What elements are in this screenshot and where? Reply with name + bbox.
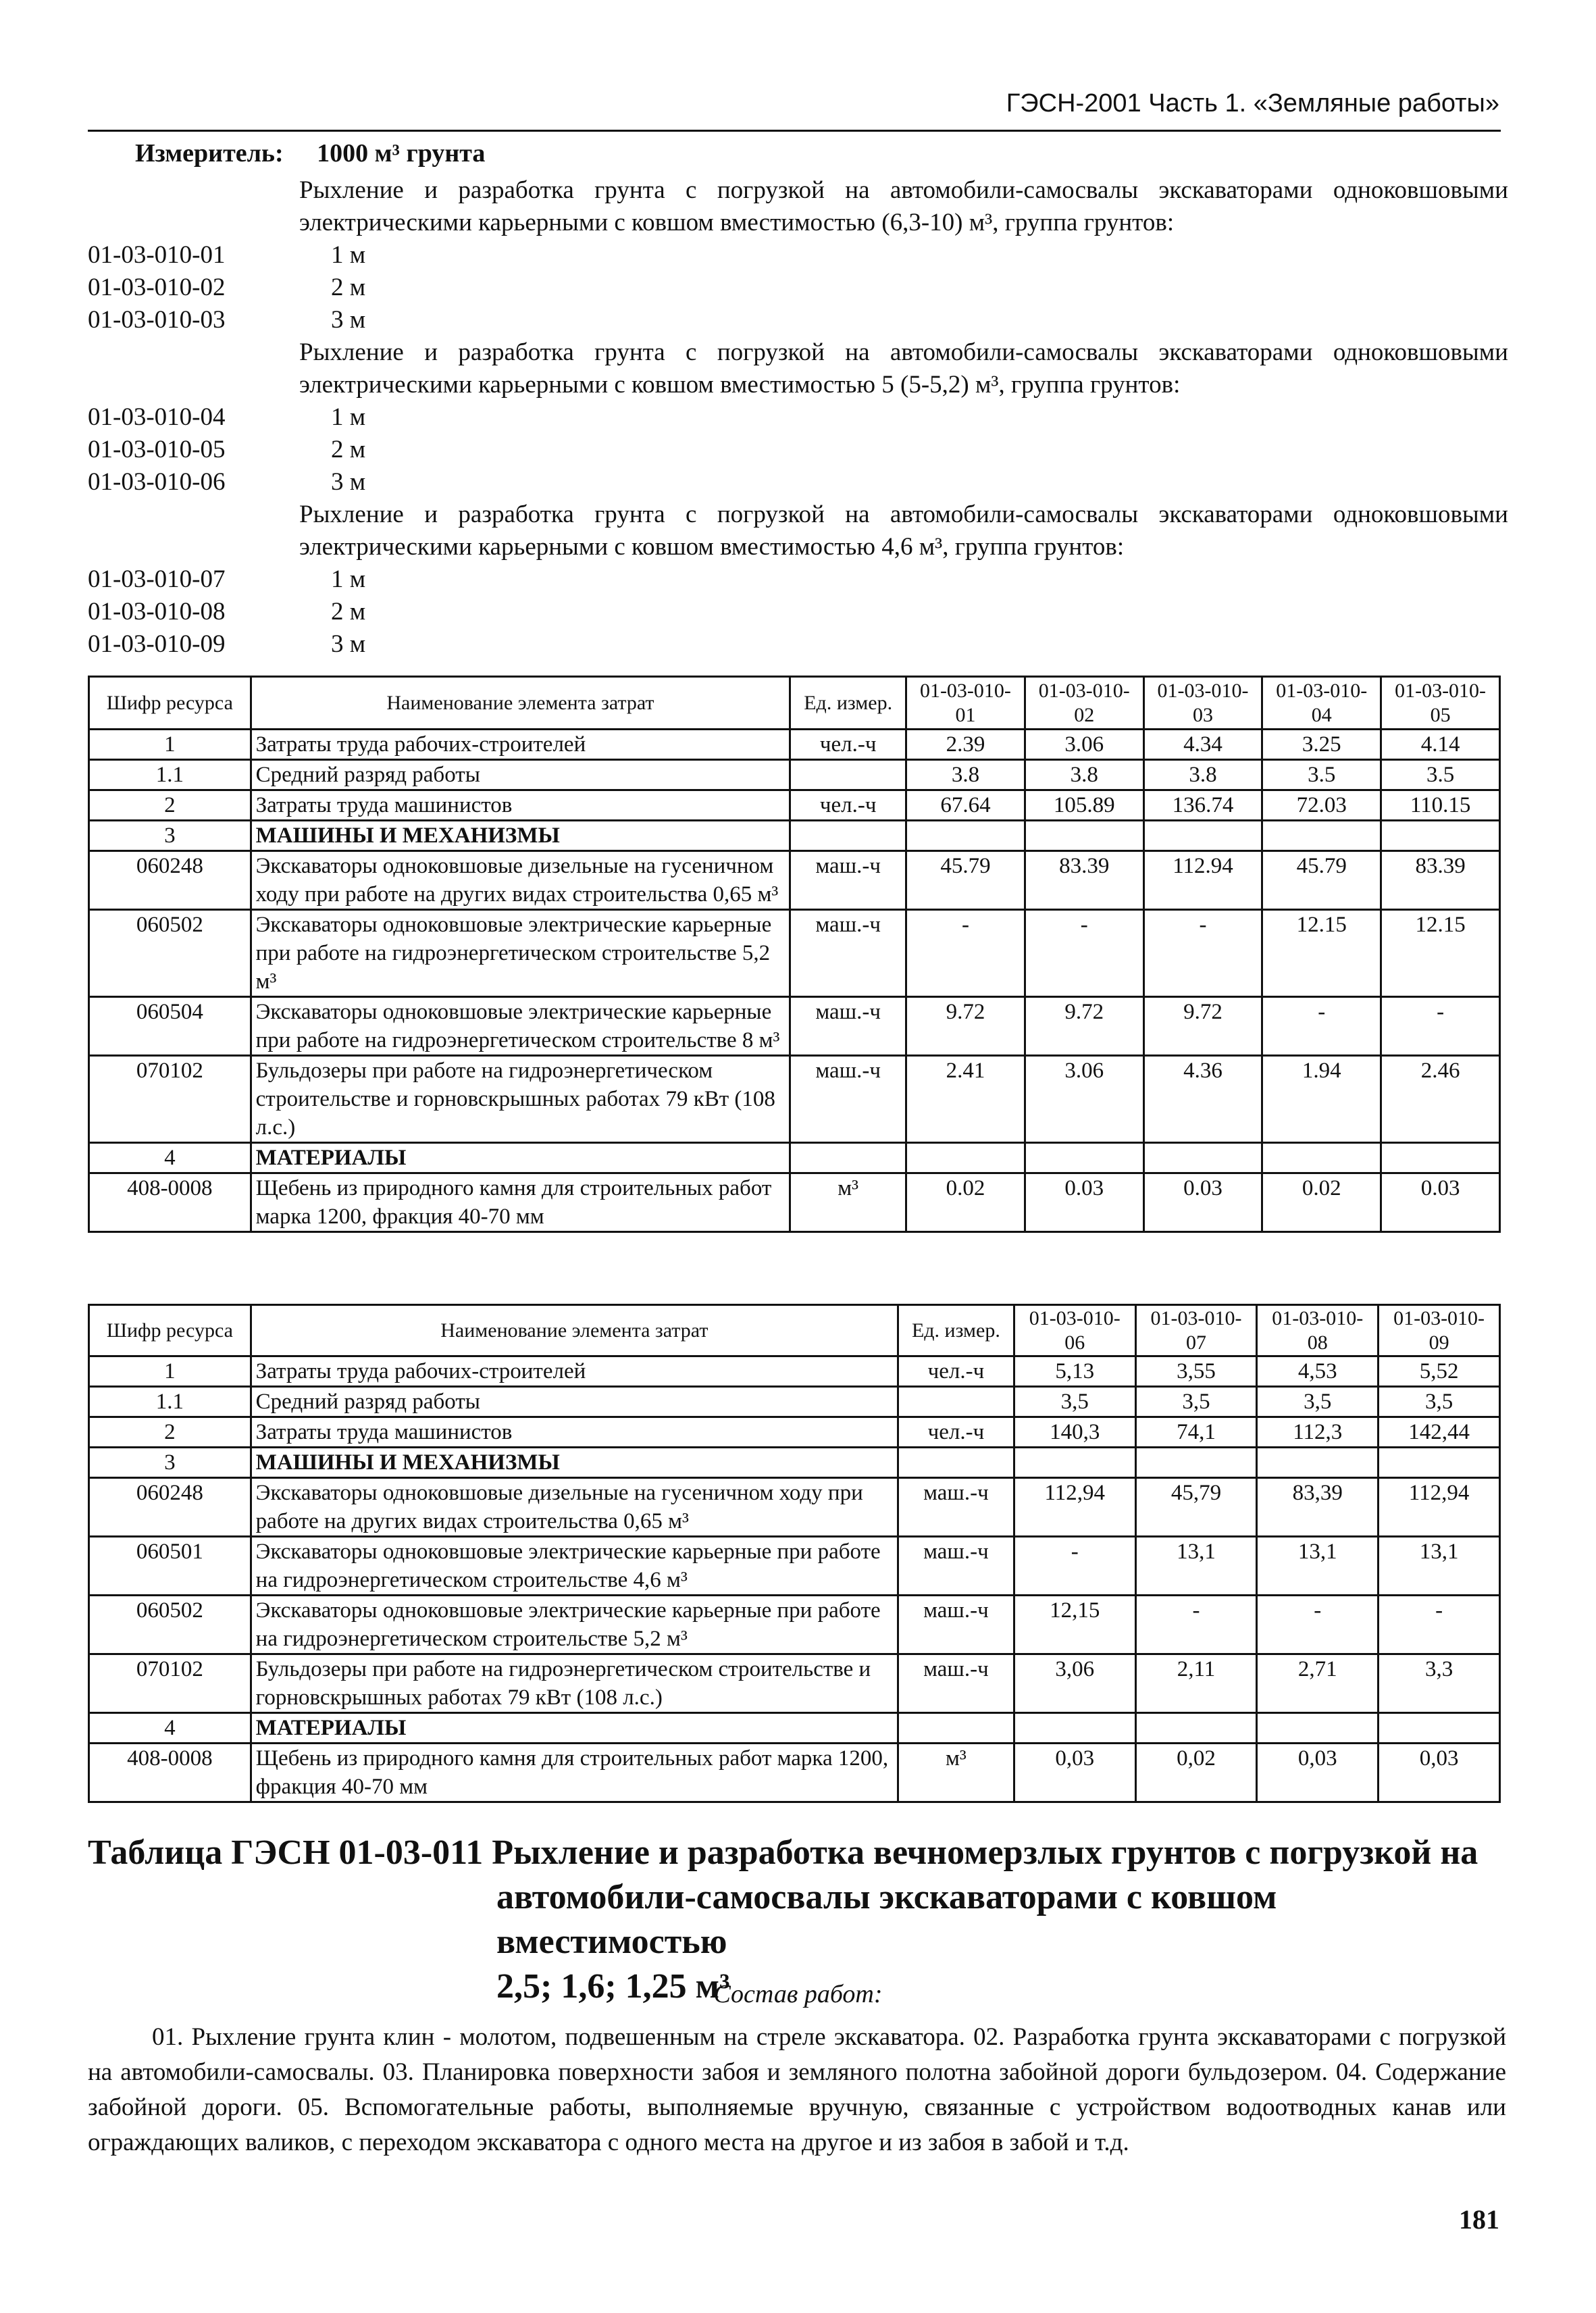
cell-name: Бульдозеры при работе на гидроэнергетическом строительстве и горновскрышных работах 79 кВт (108 л.с.) (251, 1056, 790, 1143)
cell-value: - (1379, 1596, 1500, 1654)
header-cell: Ед. измер. (898, 1305, 1014, 1356)
cell-value: 83.39 (1381, 851, 1500, 910)
cell-unit: маш.-ч (898, 1478, 1014, 1537)
group-description: Рыхление и разработка грунта с погрузкой на автомобили-самосвалы экскаваторами одноковшовыми электрическими карьерными с ковшом вместимостью (6,3-10) м³, группа грунтов: (299, 176, 1508, 236)
cell-value: - (906, 910, 1025, 997)
table-row (89, 1596, 1500, 1654)
soil-group: 1 м (331, 565, 366, 593)
cell-value: 45.79 (1262, 851, 1381, 910)
cell-value: 3,06 (1014, 1654, 1135, 1713)
cell-unit: чел.-ч (790, 730, 906, 760)
soil-group: 1 м (331, 403, 366, 431)
cell-name: Щебень из природного камня для строительных работ марка 1200, фракция 40-70 мм (251, 1173, 790, 1232)
cell-value: 3,5 (1135, 1387, 1257, 1417)
cell-value: 74,1 (1135, 1417, 1257, 1448)
cell-value: 5,52 (1379, 1356, 1500, 1387)
measure-label: Измеритель: (135, 139, 284, 168)
table-row (89, 790, 1500, 821)
cell-code: 070102 (89, 1056, 251, 1143)
code: 01-03-010-04 (88, 403, 226, 431)
cell-value: 83,39 (1257, 1478, 1379, 1537)
table-row (89, 997, 1500, 1056)
code: 01-03-010-09 (88, 630, 226, 658)
code-line (88, 563, 366, 596)
cell-value: 13,1 (1135, 1537, 1257, 1596)
soil-group: 2 м (331, 274, 366, 301)
cell-code: 2 (89, 1417, 251, 1448)
cell-unit: м³ (898, 1744, 1014, 1802)
code-line (88, 272, 366, 304)
table-row (89, 851, 1500, 910)
cell-value: 136.74 (1143, 790, 1262, 821)
cell-value: 13,1 (1379, 1537, 1500, 1596)
cell-value: 45.79 (906, 851, 1025, 910)
cell-unit: чел.-ч (898, 1417, 1014, 1448)
cell-name: Экскаваторы одноковшовые дизельные на гусеничном ходу при работе на других видах строительства 0,65 м³ (251, 851, 790, 910)
soil-group: 3 м (331, 306, 366, 334)
cell-value: 4,53 (1257, 1356, 1379, 1387)
cell-code: 1 (89, 1356, 251, 1387)
table-row (89, 1387, 1500, 1417)
cell-value: - (1025, 910, 1143, 997)
cell-value: 140,3 (1014, 1417, 1135, 1448)
cell-code: 3 (89, 1448, 251, 1478)
cell-value: 4.14 (1381, 730, 1500, 760)
cell-value: 2.46 (1381, 1056, 1500, 1143)
header-cell: 01-03-010-09 (1379, 1305, 1500, 1356)
cell-name: Экскаваторы одноковшовые электрические карьерные при работе на гидроэнергетическом строительстве 5,2 м³ (251, 910, 790, 997)
table-row (89, 760, 1500, 790)
cell-value: 0.02 (1262, 1173, 1381, 1232)
code-line (88, 401, 366, 434)
code: 01-03-010-07 (88, 565, 226, 593)
cell-value: 3.5 (1262, 760, 1381, 790)
measure-line (135, 138, 485, 168)
cell-value: 0.03 (1381, 1173, 1500, 1232)
table-section-row (89, 1448, 1500, 1478)
cell-code: 060502 (89, 1596, 251, 1654)
cell-value: 0.03 (1143, 1173, 1262, 1232)
header-cell: Наименование элемента затрат (251, 1305, 898, 1356)
section-heading: МАШИНЫ И МЕХАНИЗМЫ (251, 1448, 898, 1478)
cell-value: 12.15 (1381, 910, 1500, 997)
cell-value: 9.72 (1025, 997, 1143, 1056)
cell-code: 060501 (89, 1537, 251, 1596)
cell-value: 112,94 (1014, 1478, 1135, 1537)
cell-name: Щебень из природного камня для строительных работ марка 1200, фракция 40-70 мм (251, 1744, 898, 1802)
header-cell: 01-03-010-07 (1135, 1305, 1257, 1356)
section-heading: МАТЕРИАЛЫ (251, 1143, 790, 1173)
cell-value: - (1143, 910, 1262, 997)
header-cell: 01-03-010-04 (1262, 677, 1381, 730)
cell-value: 4.36 (1143, 1056, 1262, 1143)
cell-value: 3.5 (1381, 760, 1500, 790)
table-row (89, 1356, 1500, 1387)
cell-value: 105.89 (1025, 790, 1143, 821)
header-rule (88, 130, 1501, 132)
soil-group: 3 м (331, 630, 366, 658)
measure-value: 1000 м³ грунта (317, 139, 486, 168)
table-header-row (89, 677, 1500, 730)
table-title-line-2: автомобили-самосвалы экскаваторами с ковшом вместимостью (496, 1878, 1277, 1961)
cell-value: 9.72 (906, 997, 1025, 1056)
cell-value: 0,02 (1135, 1744, 1257, 1802)
cell-value: 3,5 (1379, 1387, 1500, 1417)
cell-value: 3.8 (906, 760, 1025, 790)
header-cell: 01-03-010-02 (1025, 677, 1143, 730)
table-row (89, 1417, 1500, 1448)
header-cell: 01-03-010-08 (1257, 1305, 1379, 1356)
composition-text: 01. Рыхление грунта клин - молотом, подвешенным на стреле экскаватора. 02. Разработка грунта экскаваторами с погрузкой на автомобили-самосвалы. 03. Планировка поверхности забоя и земляного полотна забойной дороги бульдозером. 04. Содержание забойной дороги. 05. Вспомогательные работы, выполняемые вручную, связанные с устройством водоотводных канав или ограждающих валиков, с переходом экскаватора с одного места на другое и из забоя в забой и т.д. (88, 2023, 1506, 2156)
section-heading: МАТЕРИАЛЫ (251, 1713, 898, 1744)
cell-value: 0.02 (906, 1173, 1025, 1232)
cell-name: Бульдозеры при работе на гидроэнергетическом строительстве и горновскрышных работах 79 кВт (108 л.с.) (251, 1654, 898, 1713)
cell-value: 83.39 (1025, 851, 1143, 910)
table-section-row (89, 1143, 1500, 1173)
cell-value: - (1257, 1596, 1379, 1654)
cell-code: 070102 (89, 1654, 251, 1713)
code-line (88, 466, 366, 499)
table-row (89, 1654, 1500, 1713)
soil-group: 2 м (331, 598, 366, 626)
code: 01-03-010-02 (88, 274, 226, 301)
cell-name: Затраты труда машинистов (251, 1417, 898, 1448)
soil-group: 2 м (331, 436, 366, 463)
header-cell: 01-03-010-05 (1381, 677, 1500, 730)
cell-code: 060502 (89, 910, 251, 997)
cell-code: 4 (89, 1143, 251, 1173)
cell-value: 0,03 (1014, 1744, 1135, 1802)
cell-code: 4 (89, 1713, 251, 1744)
resource-table-2 (88, 1304, 1501, 1803)
soil-group: 3 м (331, 468, 366, 496)
header-cell: Шифр ресурса (89, 677, 251, 730)
cell-unit: маш.-ч (790, 851, 906, 910)
cell-name: Экскаваторы одноковшовые электрические карьерные при работе на гидроэнергетическом строительстве 5,2 м³ (251, 1596, 898, 1654)
cell-value: 0.03 (1025, 1173, 1143, 1232)
header-cell: 01-03-010-01 (906, 677, 1025, 730)
code-line (88, 239, 366, 272)
cell-code: 060504 (89, 997, 251, 1056)
cell-value: 2.41 (906, 1056, 1025, 1143)
code-line (88, 596, 366, 628)
table-row (89, 1478, 1500, 1537)
cell-name: Затраты труда машинистов (251, 790, 790, 821)
cell-value: 2,11 (1135, 1654, 1257, 1713)
cell-unit (898, 1387, 1014, 1417)
composition-heading: Состав работ: (713, 1980, 883, 2008)
header-cell: Шифр ресурса (89, 1305, 251, 1356)
cell-name: Экскаваторы одноковшовые дизельные на гусеничном ходу при работе на других видах строительства 0,65 м³ (251, 1478, 898, 1537)
cell-value: 2,71 (1257, 1654, 1379, 1713)
cell-unit: маш.-ч (790, 910, 906, 997)
table-row (89, 910, 1500, 997)
code: 01-03-010-03 (88, 306, 226, 334)
table-row (89, 1744, 1500, 1802)
cell-name: Экскаваторы одноковшовые электрические карьерные при работе на гидроэнергетическом строительстве 8 м³ (251, 997, 790, 1056)
header-cell: 01-03-010-03 (1143, 677, 1262, 730)
cell-value: 3,5 (1257, 1387, 1379, 1417)
cell-value: 112,3 (1257, 1417, 1379, 1448)
cell-value: 72.03 (1262, 790, 1381, 821)
code: 01-03-010-08 (88, 598, 226, 626)
cell-code: 2 (89, 790, 251, 821)
cell-value: 5,13 (1014, 1356, 1135, 1387)
cell-value: 13,1 (1257, 1537, 1379, 1596)
cell-value: 9.72 (1143, 997, 1262, 1056)
cell-name: Экскаваторы одноковшовые электрические карьерные при работе на гидроэнергетическом строительстве 4,6 м³ (251, 1537, 898, 1596)
code: 01-03-010-05 (88, 436, 226, 463)
cell-value: 3.06 (1025, 730, 1143, 760)
table-row (89, 730, 1500, 760)
cell-name: Затраты труда рабочих-строителей (251, 1356, 898, 1387)
section-heading: МАШИНЫ И МЕХАНИЗМЫ (251, 821, 790, 851)
header-cell: Ед. измер. (790, 677, 906, 730)
cell-name: Средний разряд работы (251, 760, 790, 790)
cell-name: Затраты труда рабочих-строителей (251, 730, 790, 760)
cell-value: 67.64 (906, 790, 1025, 821)
cell-value: 3.8 (1025, 760, 1143, 790)
table-section-row (89, 1713, 1500, 1744)
cell-value: - (1381, 997, 1500, 1056)
cell-code: 1.1 (89, 760, 251, 790)
code-line (88, 304, 366, 336)
cell-code: 1 (89, 730, 251, 760)
cell-value: 1.94 (1262, 1056, 1381, 1143)
cell-unit: маш.-ч (898, 1654, 1014, 1713)
cell-value: 45,79 (1135, 1478, 1257, 1537)
cell-code: 060248 (89, 1478, 251, 1537)
cell-unit (790, 760, 906, 790)
cell-value: 3.8 (1143, 760, 1262, 790)
cell-value: 3,55 (1135, 1356, 1257, 1387)
cell-code: 408-0008 (89, 1173, 251, 1232)
cell-code: 060248 (89, 851, 251, 910)
group-description: Рыхление и разработка грунта с погрузкой на автомобили-самосвалы экскаваторами одноковшовыми электрическими карьерными с ковшом вместимостью 5 (5-5,2) м³, группа грунтов: (299, 338, 1508, 399)
table-section-row (89, 821, 1500, 851)
cell-unit: чел.-ч (790, 790, 906, 821)
table-row (89, 1173, 1500, 1232)
cell-value: 0,03 (1379, 1744, 1500, 1802)
group-description: Рыхление и разработка грунта с погрузкой на автомобили-самосвалы экскаваторами одноковшовыми электрическими карьерными с ковшом вместимостью 4,6 м³, группа грунтов: (299, 501, 1508, 561)
cell-name: Средний разряд работы (251, 1387, 898, 1417)
table-row (89, 1056, 1500, 1143)
cell-code: 3 (89, 821, 251, 851)
header-cell: 01-03-010-06 (1014, 1305, 1135, 1356)
cell-value: 4.34 (1143, 730, 1262, 760)
code: 01-03-010-01 (88, 241, 226, 269)
cell-value: 112.94 (1143, 851, 1262, 910)
cell-value: 0,03 (1257, 1744, 1379, 1802)
cell-value: 3.06 (1025, 1056, 1143, 1143)
cell-value: - (1135, 1596, 1257, 1654)
running-header: ГЭСН-2001 Часть 1. «Земляные работы» (1006, 89, 1499, 118)
cell-unit: маш.-ч (790, 997, 906, 1056)
code-line (88, 434, 366, 466)
cell-code: 1.1 (89, 1387, 251, 1417)
header-cell: Наименование элемента затрат (251, 677, 790, 730)
cell-unit: чел.-ч (898, 1356, 1014, 1387)
table-title-line-1: Таблица ГЭСН 01-03-011 Рыхление и разработка вечномерзлых грунтов с погрузкой на (88, 1833, 1478, 1872)
cell-unit: маш.-ч (790, 1056, 906, 1143)
table-row (89, 1537, 1500, 1596)
code: 01-03-010-06 (88, 468, 226, 496)
page-number: 181 (1459, 2204, 1499, 2235)
cell-value: 142,44 (1379, 1417, 1500, 1448)
cell-unit: маш.-ч (898, 1537, 1014, 1596)
cell-value: 2.39 (906, 730, 1025, 760)
cell-value: - (1014, 1537, 1135, 1596)
cell-code: 408-0008 (89, 1744, 251, 1802)
cell-value: 3,3 (1379, 1654, 1500, 1713)
cell-value: 12,15 (1014, 1596, 1135, 1654)
cell-value: 112,94 (1379, 1478, 1500, 1537)
cell-value: 3,5 (1014, 1387, 1135, 1417)
table-header-row (89, 1305, 1500, 1356)
code-line (88, 628, 366, 661)
cell-value: 3.25 (1262, 730, 1381, 760)
cell-value: 110.15 (1381, 790, 1500, 821)
cell-value: 12.15 (1262, 910, 1381, 997)
table-title-line-3: 2,5; 1,6; 1,25 м³ (496, 1967, 730, 2006)
cell-unit: маш.-ч (898, 1596, 1014, 1654)
cell-unit: м³ (790, 1173, 906, 1232)
soil-group: 1 м (331, 241, 366, 269)
resource-table-1 (88, 676, 1501, 1233)
cell-value: - (1262, 997, 1381, 1056)
